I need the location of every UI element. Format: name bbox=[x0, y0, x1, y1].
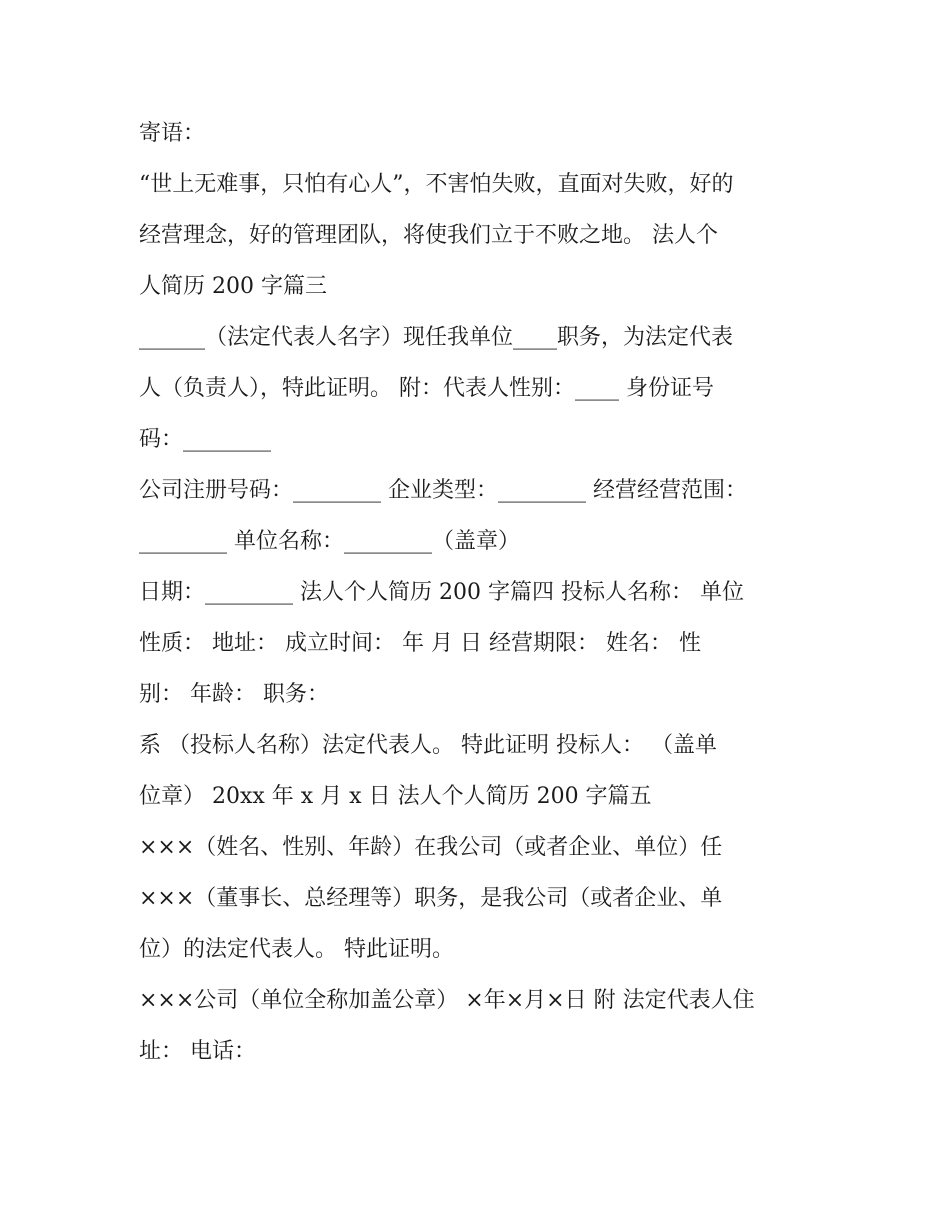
text-line-1: 寄语： bbox=[139, 121, 206, 146]
text-line-11: 性质： 地址： 成立时间： 年 月 日 经营期限： 姓名： 性 bbox=[139, 631, 701, 656]
text-line-15: ×××（姓名、性别、年龄）在我公司（或者企业、单位）任 bbox=[139, 835, 723, 860]
text-line-12: 别： 年龄： 职务： bbox=[139, 682, 329, 707]
text-line-4: 人简历 200 字篇三 bbox=[139, 274, 327, 299]
text-line-9: ________ 单位名称：________（盖章） bbox=[139, 529, 520, 554]
text-line-2: “世上无难事，只怕有心人”，不害怕失败，直面对失败，好的 bbox=[139, 172, 734, 197]
text-line-8: 公司注册号码：________ 企业类型：________ 经营经营范围： bbox=[139, 478, 747, 503]
text-line-14: 位章） 20xx 年 x 月 x 日 法人个人简历 200 字篇五 bbox=[139, 784, 652, 809]
text-line-5: ______（法定代表人名字）现任我单位____职务，为法定代表 bbox=[139, 325, 734, 350]
document-body bbox=[139, 108, 819, 1077]
text-line-18: ×××公司（单位全称加盖公章） ×年×月×日 附 法定代表人住 bbox=[139, 988, 755, 1013]
text-line-16: ×××（董事长、总经理等）职务，是我公司（或者企业、单 bbox=[139, 886, 723, 911]
text-line-7: 码：________ bbox=[139, 427, 272, 452]
text-line-13: 系 （投标人名称）法定代表人。 特此证明 投标人： （盖单 bbox=[139, 733, 717, 758]
text-line-10: 日期：________ 法人个人简历 200 字篇四 投标人名称： 单位 bbox=[139, 580, 744, 605]
text-line-19: 址： 电话： bbox=[139, 1039, 256, 1064]
text-line-6: 人（负责人），特此证明。 附：代表人性别：____ 身份证号 bbox=[139, 376, 714, 401]
text-line-3: 经营理念，好的管理团队，将使我们立于不败之地。 法人个 bbox=[139, 223, 718, 248]
text-line-17: 位）的法定代表人。 特此证明。 bbox=[139, 937, 454, 962]
